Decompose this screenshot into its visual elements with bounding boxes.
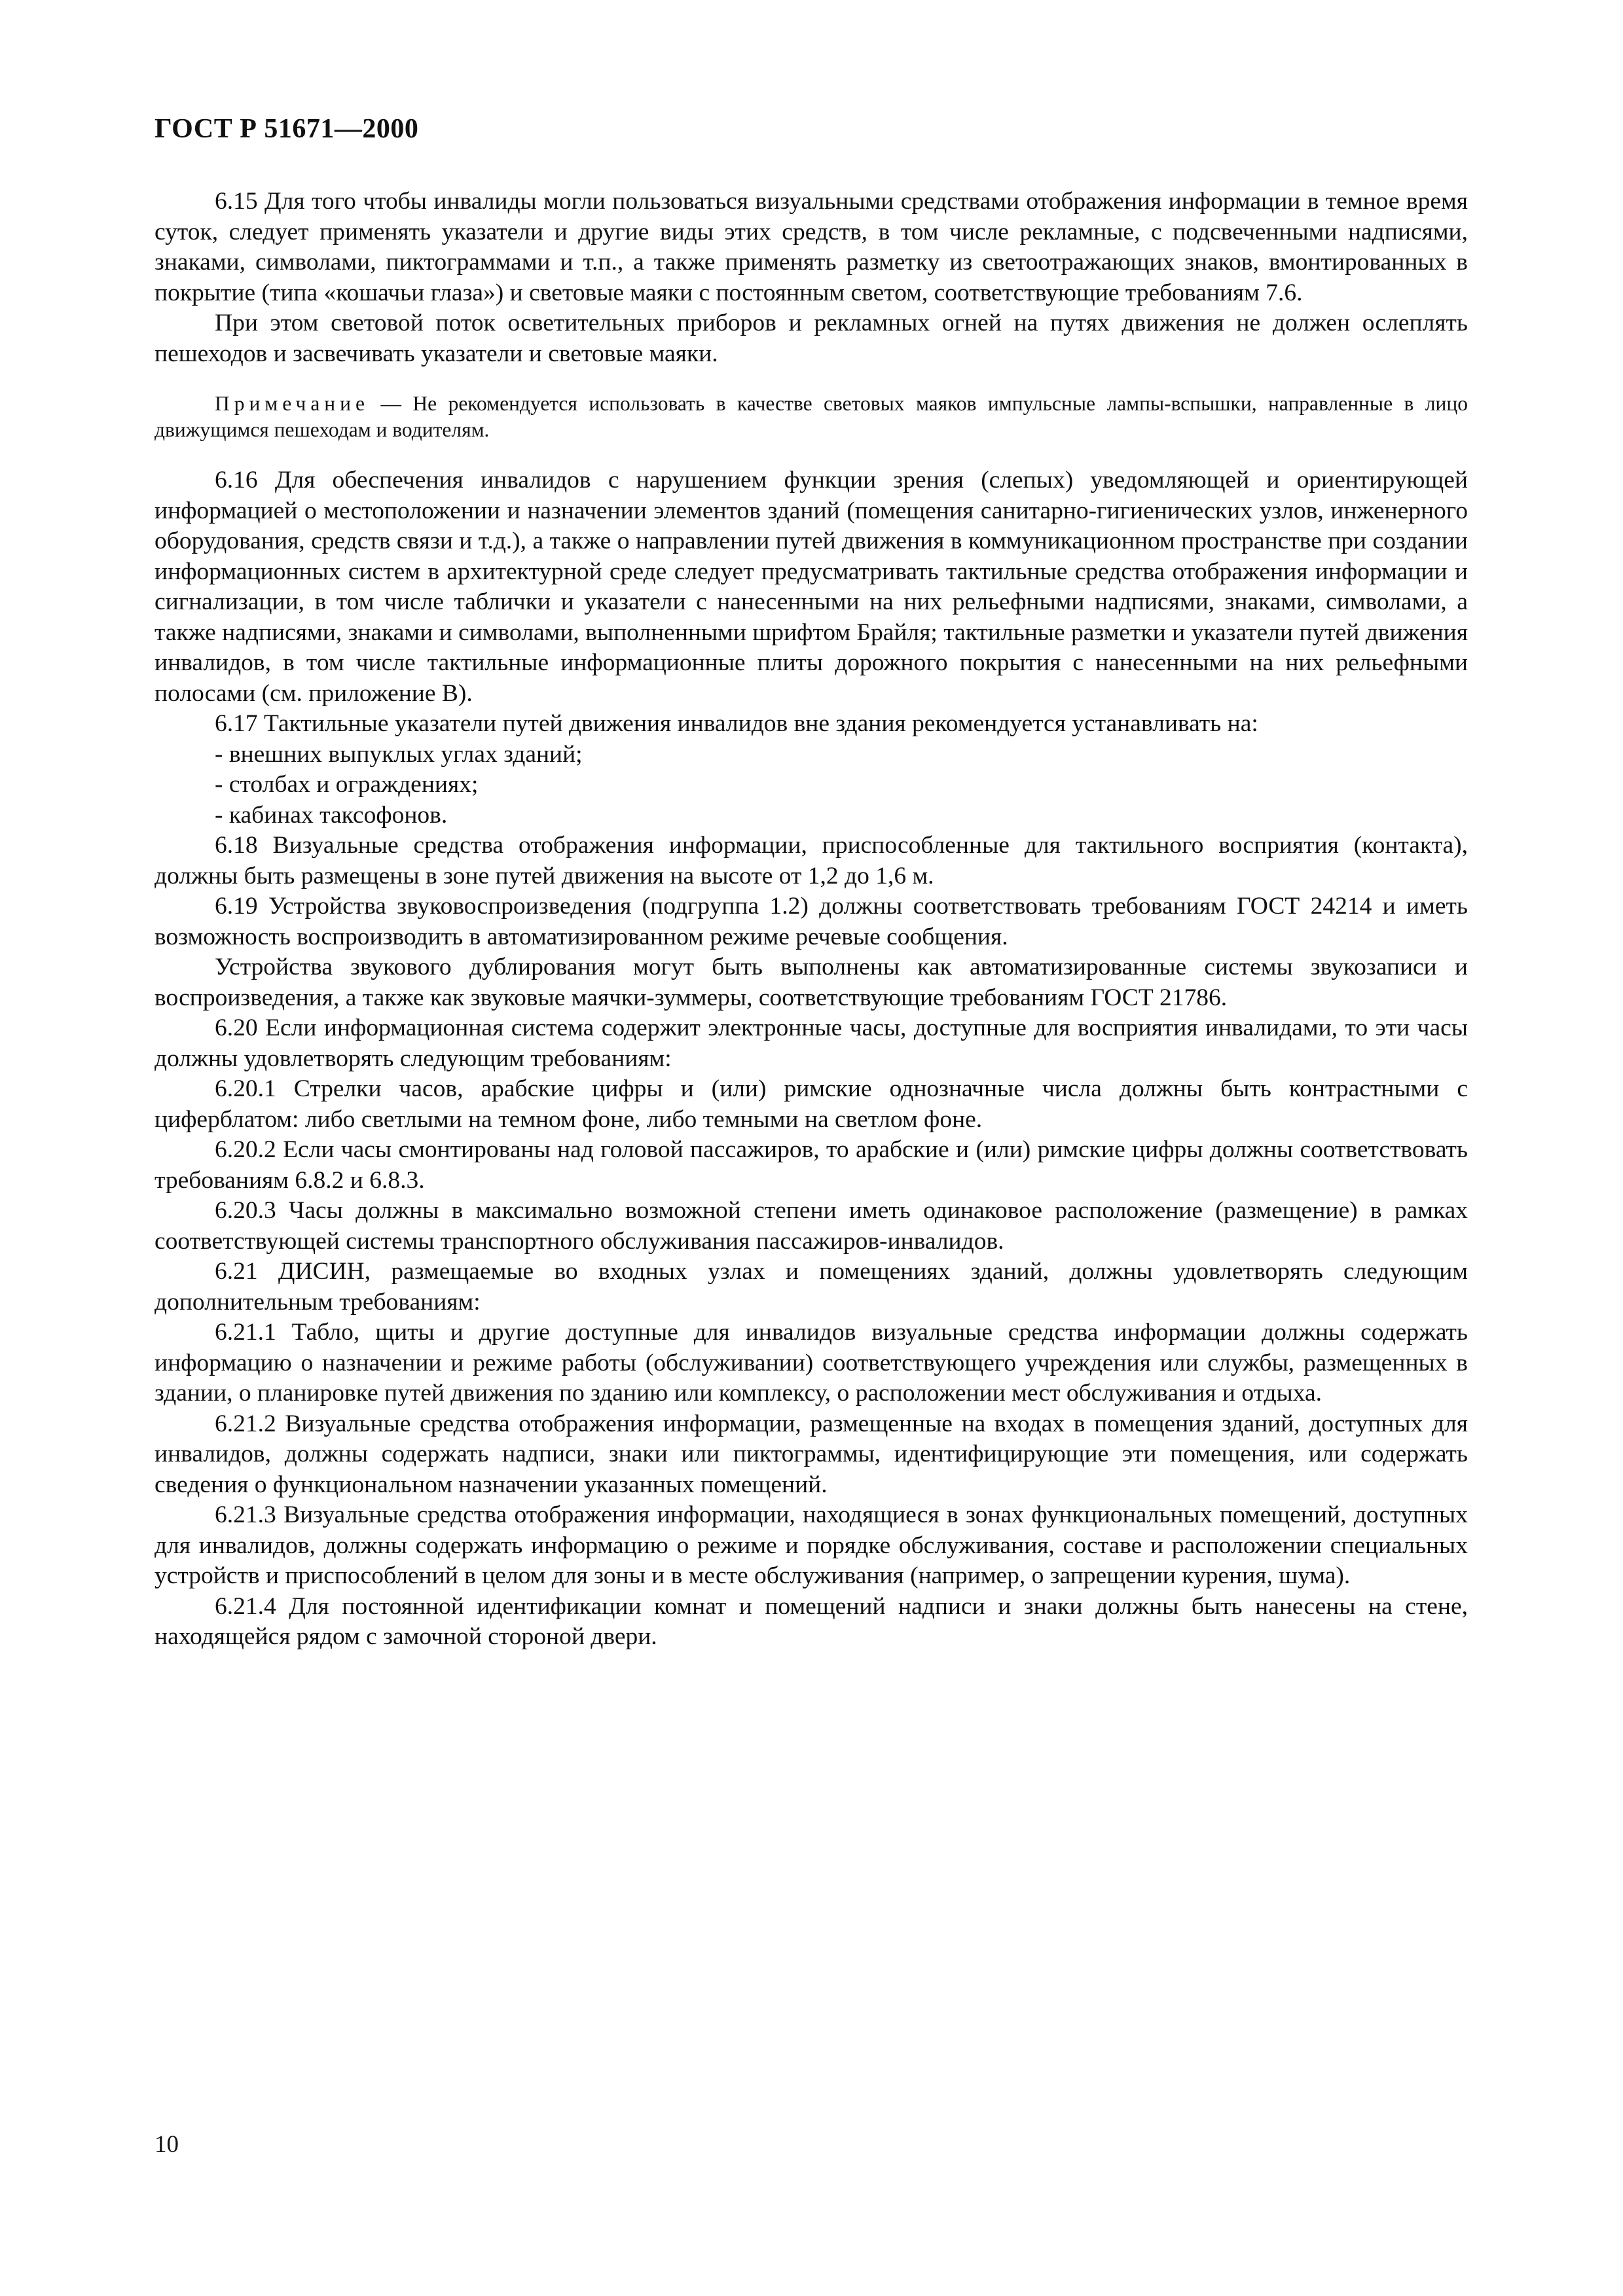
note-label: Примечание — [215, 392, 370, 415]
page-number: 10 — [155, 2131, 179, 2158]
paragraph-6-15-continuation: При этом световой поток осветительных приборов и рекламных огней на путях движения не должен ослеплять пешеходов и засвечивать указатели и световые маяки. — [155, 310, 1468, 367]
document-header: ГОСТ Р 51671—2000 — [155, 114, 419, 144]
paragraph-6-20-3: 6.20.3 Часы должны в максимально возможной степени иметь одинаковое расположение (размещение) в рамках соответствующей системы транспортного обслуживания пассажиров-инвалидов. — [155, 1197, 1468, 1255]
paragraph-6-17: 6.17 Тактильные указатели путей движения инвалидов вне здания рекомендуется устанавливать на: — [215, 710, 1258, 737]
document-body — [155, 187, 1468, 1653]
list-item: - внешних выпуклых углах зданий; — [215, 740, 583, 768]
paragraph-6-16: 6.16 Для обеспечения инвалидов с нарушением функции зрения (слепых) уведомляющей и ориентирующей информацией о местоположении и назначении элементов зданий (помещения санитарно-гигиенических узлов, инженерного оборудования, средств связи и т.д.), а также о направлении путей движения в коммуникационном пространстве при создании информационных систем в архитектурной среде следует предусматривать тактильные средства отображения информации и сигнализации, в том числе таблички и указатели с нанесенными на них рельефными надписями, знаками, символами, а также надписями, знаками и символами, выполненными шрифтом Брайля; тактильные разметки и указатели путей движения инвалидов, в том числе тактильные информационные плиты дорожного покрытия с нанесенными на них рельефными полосами (см. приложение В). — [155, 467, 1468, 707]
note-text: — Не рекомендуется использовать в качестве световых маяков импульсные лампы-вспышки, направленные в лицо движущимся пешеходам и водителям. — [155, 392, 1468, 441]
paragraph-6-15: 6.15 Для того чтобы инвалиды могли пользоваться визуальными средствами отображения информации в темное время суток, следует применять указатели и другие виды этих средств, в том числе рекламные, с подсвеченными надписями, знаками, символами, пиктограммами и т.п., а также применять разметку из светоотражающих знаков, вмонтированных в покрытие (типа «кошачьи глаза») и световые маяки с постоянным светом, соответствующие требованиям 7.6. — [155, 188, 1468, 306]
paragraph-6-20-2: 6.20.2 Если часы смонтированы над головой пассажиров, то арабские и (или) римские цифры должны соответствовать требованиям 6.8.2 и 6.8.3. — [155, 1136, 1468, 1194]
paragraph-6-21: 6.21 ДИСИН, размещаемые во входных узлах и помещениях зданий, должны удовлетворять следующим дополнительным требованиям: — [155, 1258, 1468, 1316]
paragraph-6-21-1: 6.21.1 Табло, щиты и другие доступные для инвалидов визуальные средства информации должны содержать информацию о назначении и режиме работы (обслуживании) соответствующего учреждения или службы, размещенных в здании, о планировке путей движения по зданию или комплексу, о расположении мест обслуживания и отдыха. — [155, 1319, 1468, 1407]
paragraph-6-19: 6.19 Устройства звуковоспроизведения (подгруппа 1.2) должны соответствовать требованиям ГОСТ 24214 и иметь возможность воспроизводить в автоматизированном режиме речевые сообщения. — [155, 893, 1468, 950]
list-item: - столбах и ограждениях; — [215, 771, 479, 798]
list-item: - кабинах таксофонов. — [215, 801, 448, 829]
paragraph-6-19-continuation: Устройства звукового дублирования могут быть выполнены как автоматизированные системы звукозаписи и воспроизведения, а также как звуковые маячки-зуммеры, соответствующие требованиям ГОСТ 21786. — [155, 954, 1468, 1011]
paragraph-6-20: 6.20 Если информационная система содержит электронные часы, доступные для восприятия инвалидами, то эти часы должны удовлетворять следующим требованиям: — [155, 1014, 1468, 1072]
note-paragraph — [155, 391, 1468, 443]
paragraph-6-20-1: 6.20.1 Стрелки часов, арабские цифры и (или) римские однозначные числа должны быть контрастными с циферблатом: либо светлыми на темном фоне, либо темными на светлом фоне. — [155, 1075, 1468, 1133]
paragraph-6-21-3: 6.21.3 Визуальные средства отображения информации, находящиеся в зонах функциональных помещений, доступных для инвалидов, должны содержать информацию о режиме и порядке обслуживания, составе и расположении специальных устройств и приспособлений в целом для зоны и в месте обслуживания (например, о запрещении курения, шума). — [155, 1501, 1468, 1589]
paragraph-6-21-4: 6.21.4 Для постоянной идентификации комнат и помещений надписи и знаки должны быть нанесены на стене, находящейся рядом с замочной стороной двери. — [155, 1592, 1468, 1650]
paragraph-6-18: 6.18 Визуальные средства отображения информации, приспособленные для тактильного восприятия (контакта), должны быть размещены в зоне путей движения на высоте от 1,2 до 1,6 м. — [155, 832, 1468, 889]
paragraph-6-21-2: 6.21.2 Визуальные средства отображения информации, размещенные на входах в помещения зданий, доступных для инвалидов, должны содержать надписи, знаки или пиктограммы, идентифицирующие эти помещения, или содержать сведения о функциональном назначении указанных помещений. — [155, 1410, 1468, 1498]
